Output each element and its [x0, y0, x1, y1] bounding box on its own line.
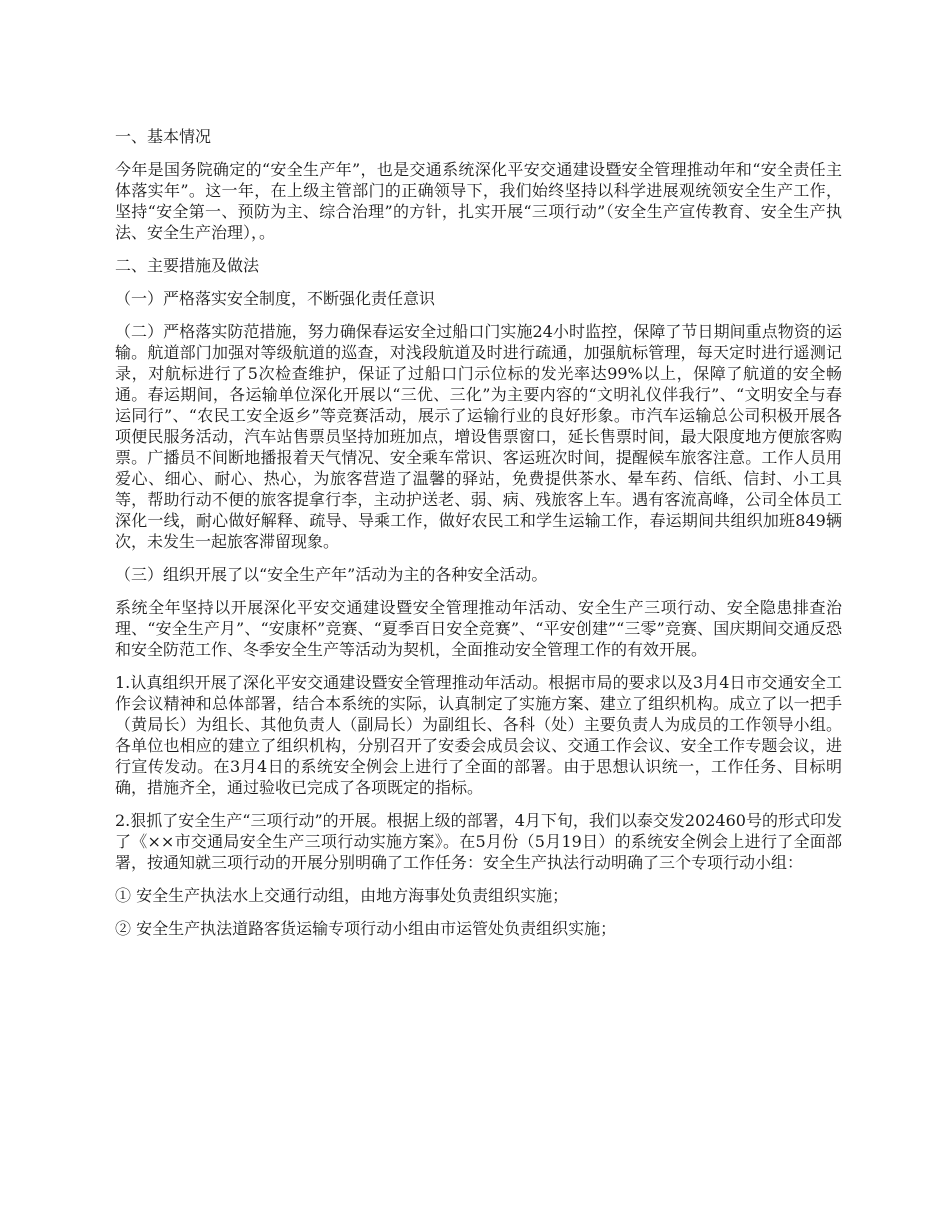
section-heading-basic-situation: 一、基本情况 — [115, 127, 212, 146]
paragraph-item-1: 1.认真组织开展了深化平安交通建设暨安全管理推动年活动。根据市局的要求以及3月4日市交通安全工作会议精神和总体部署，结合本系统的实际，认真制定了实施方案、建立了组织机构。成立了以一把手（黄局长）为组长、其他负责人（副局长）为副组长、各科（处）主要负责人为成员的工作领导小组。各单位也相应的建立了组织机构，分别召开了安委会成员会议、交通工作会议、安全工作专题会议，进行宣传发动。在3月4日的系统安全例会上进行了全面的部署。由于思想认识统一，工作任务、目标明确，措施齐全，通过验收已完成了各项既定的指标。 — [115, 673, 842, 797]
subheading-safety-activities: （三）组织开展了以“安全生产年”活动为主的各种安全活动。 — [115, 565, 548, 584]
paragraph-item-2: 2.狠抓了安全生产“三项行动”的开展。根据上级的部署，4月下旬，我们以泰交发202460号的形式印发了《××市交通局安全生产三项行动实施方案》。在5月份（5月19日）的系统安全例会上进行了全面部署，按通知就三项行动的开展分别明确了工作任务：安全生产执法行动明确了三个专项行动小组： — [115, 811, 842, 872]
list-item-road-transport: ② 安全生产执法道路客货运输专项行动小组由市运管处负责组织实施； — [115, 919, 617, 938]
paragraph-overview: 今年是国务院确定的“安全生产年”，也是交通系统深化平安交通建设暨安全管理推动年和“安全责任主体落实年”。这一年，在上级主管部门的正确领导下，我们始终坚持以科学进展观统领安全生产工作，坚持“安全第一、预防为主、综合治理”的方针，扎实开展“三项行动”（安全生产宣传教育、安全生产执法、安全生产治理），。 — [115, 160, 842, 242]
document-page — [115, 126, 842, 951]
subheading-safety-system: （一）严格落实安全制度，不断强化责任意识 — [115, 289, 436, 308]
paragraph-annual-activities: 系统全年坚持以开展深化平安交通建设暨安全管理推动年活动、安全生产三项行动、安全隐患排查治理、“安全生产月”、“安康杯”竞赛、“夏季百日安全竞赛”、“平安创建”“三零”竞赛、国庆期间交通反恐和安全防范工作、冬季安全生产等活动为契机，全面推动安全管理工作的有效开展。 — [115, 598, 842, 659]
section-heading-main-measures: 二、主要措施及做法 — [115, 256, 260, 275]
paragraph-spring-transport: （二）严格落实防范措施，努力确保春运安全过船口门实施24小时监控，保障了节日期间重点物资的运输。航道部门加强对等级航道的巡查，对浅段航道及时进行疏通，加强航标管理，每天定时进行遥测记录，对航标进行了5次检查维护，保证了过船口门示位标的发光率达99%以上，保障了航道的安全畅通。春运期间，各运输单位深化开展以“三优、三化”为主要内容的“文明礼仪伴我行”、“文明安全与春运同行”、“农民工安全返乡”等竞赛活动，展示了运输行业的良好形象。市汽车运输总公司积极开展各项便民服务活动，汽车站售票员坚持加班加点，增设售票窗口，延长售票时间，最大限度地方便旅客购票。广播员不间断地播报着天气情况、安全乘车常识、客运班次时间，提醒候车旅客注意。工作人员用爱心、细心、耐心、热心，为旅客营造了温馨的驿站，免费提供茶水、晕车药、信纸、信封、小工具等，帮助行动不便的旅客提拿行李，主动护送老、弱、病、残旅客上车。遇有客流高峰，公司全体员工深化一线，耐心做好解释、疏导、导乘工作，做好农民工和学生运输工作，春运期间共组织加班849辆次，未发生一起旅客滞留现象。 — [115, 322, 842, 551]
list-item-water-traffic: ① 安全生产执法水上交通行动组，由地方海事处负责组织实施； — [115, 886, 569, 905]
